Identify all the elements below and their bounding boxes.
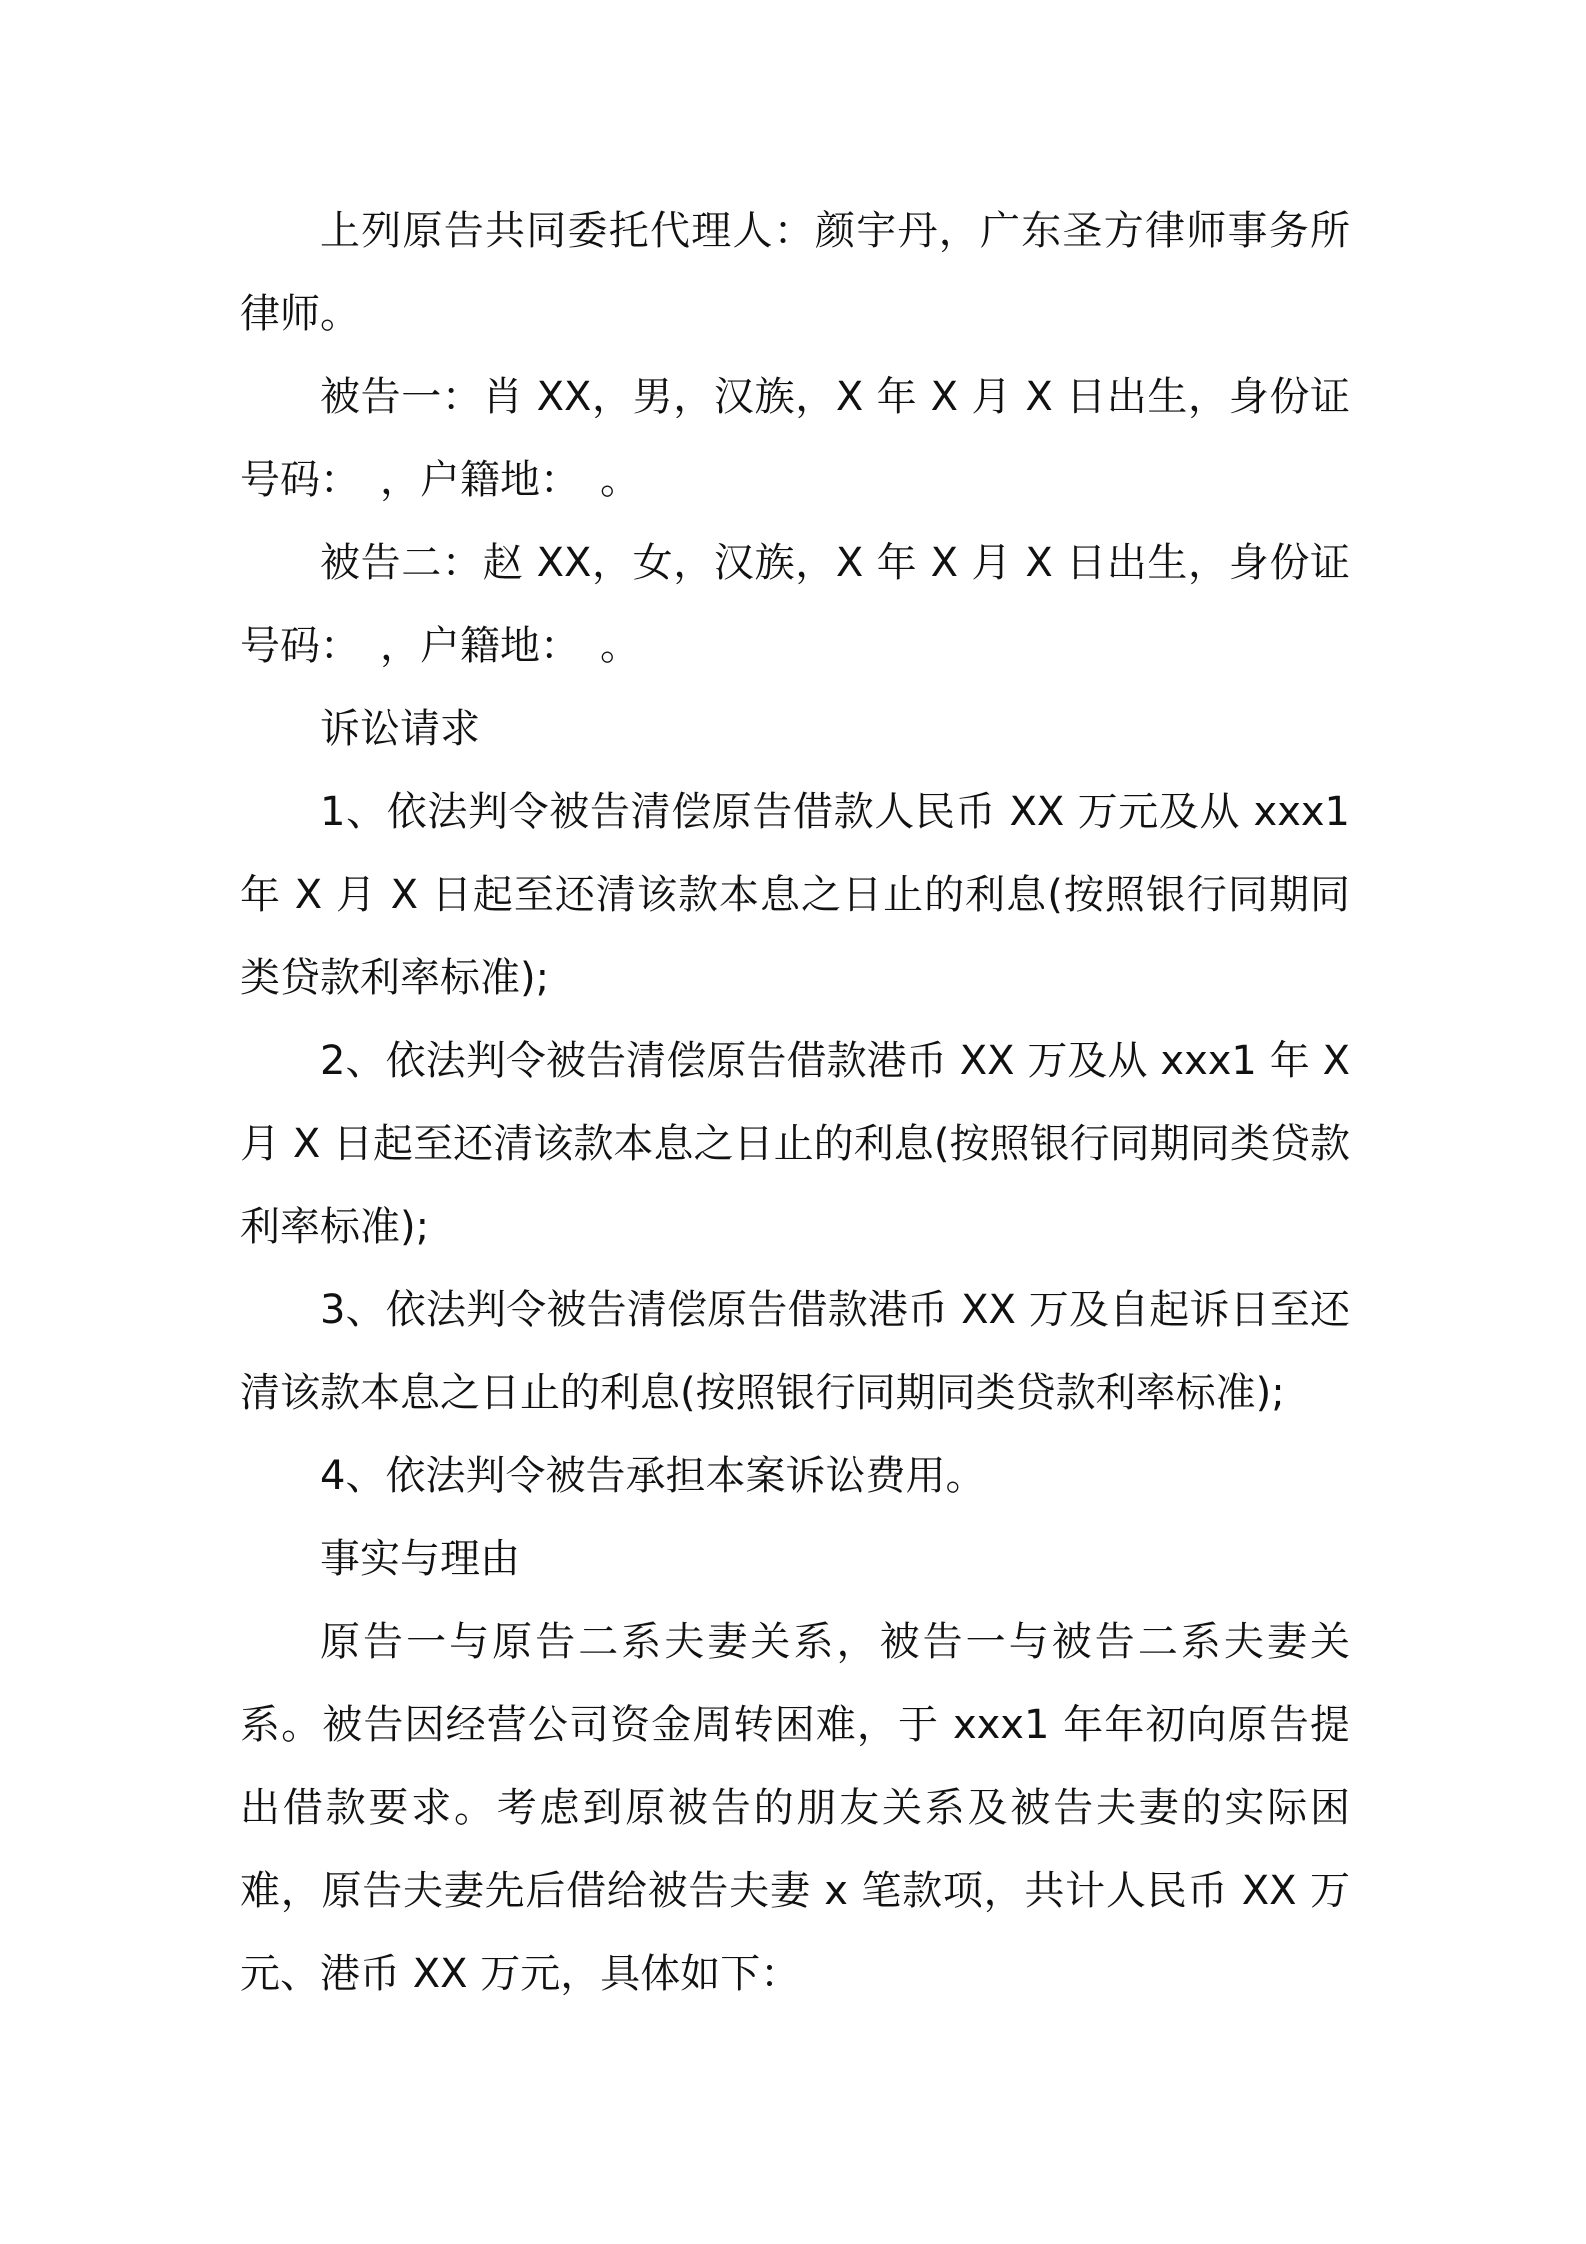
document-body: [240, 190, 1350, 2016]
claim-item-3: 3、依法判令被告清偿原告借款港币 XX 万及自起诉日至还清该款本息之日止的利息(按照银行同期同类贷款利率标准);: [240, 1287, 1350, 1416]
claim-item-4: 4、依法判令被告承担本案诉讼费用。: [320, 1453, 986, 1499]
facts-paragraph: 原告一与原告二系夫妻关系，被告一与被告二系夫妻关系。被告因经营公司资金周转困难，于 xxx1 年年初向原告提出借款要求。考虑到原被告的朋友关系及被告夫妻的实际困难，原告夫妻先后借给被告夫妻 x 笔款项，共计人民币 XX 万元、港币 XX 万元，具体如下：: [240, 1619, 1350, 1997]
claim-item-2: 2、依法判令被告清偿原告借款港币 XX 万及从 xxx1 年 X 月 X 日起至还清该款本息之日止的利息(按照银行同期同类贷款利率标准);: [240, 1038, 1350, 1250]
claim-item-1: 1、依法判令被告清偿原告借款人民币 XX 万元及从 xxx1 年 X 月 X 日起至还清该款本息之日止的利息(按照银行同期同类贷款利率标准);: [240, 789, 1350, 1001]
facts-heading: 事实与理由: [320, 1536, 520, 1582]
defendant-two-paragraph: 被告二：赵 XX，女，汉族，X 年 X 月 X 日出生，身份证号码： ，户籍地： 。: [240, 540, 1350, 669]
claims-heading: 诉讼请求: [320, 706, 480, 752]
defendant-one-paragraph: 被告一：肖 XX，男，汉族，X 年 X 月 X 日出生，身份证号码： ，户籍地： 。: [240, 374, 1350, 503]
agent-paragraph: 上列原告共同委托代理人：颜宇丹，广东圣方律师事务所律师。: [240, 208, 1350, 337]
